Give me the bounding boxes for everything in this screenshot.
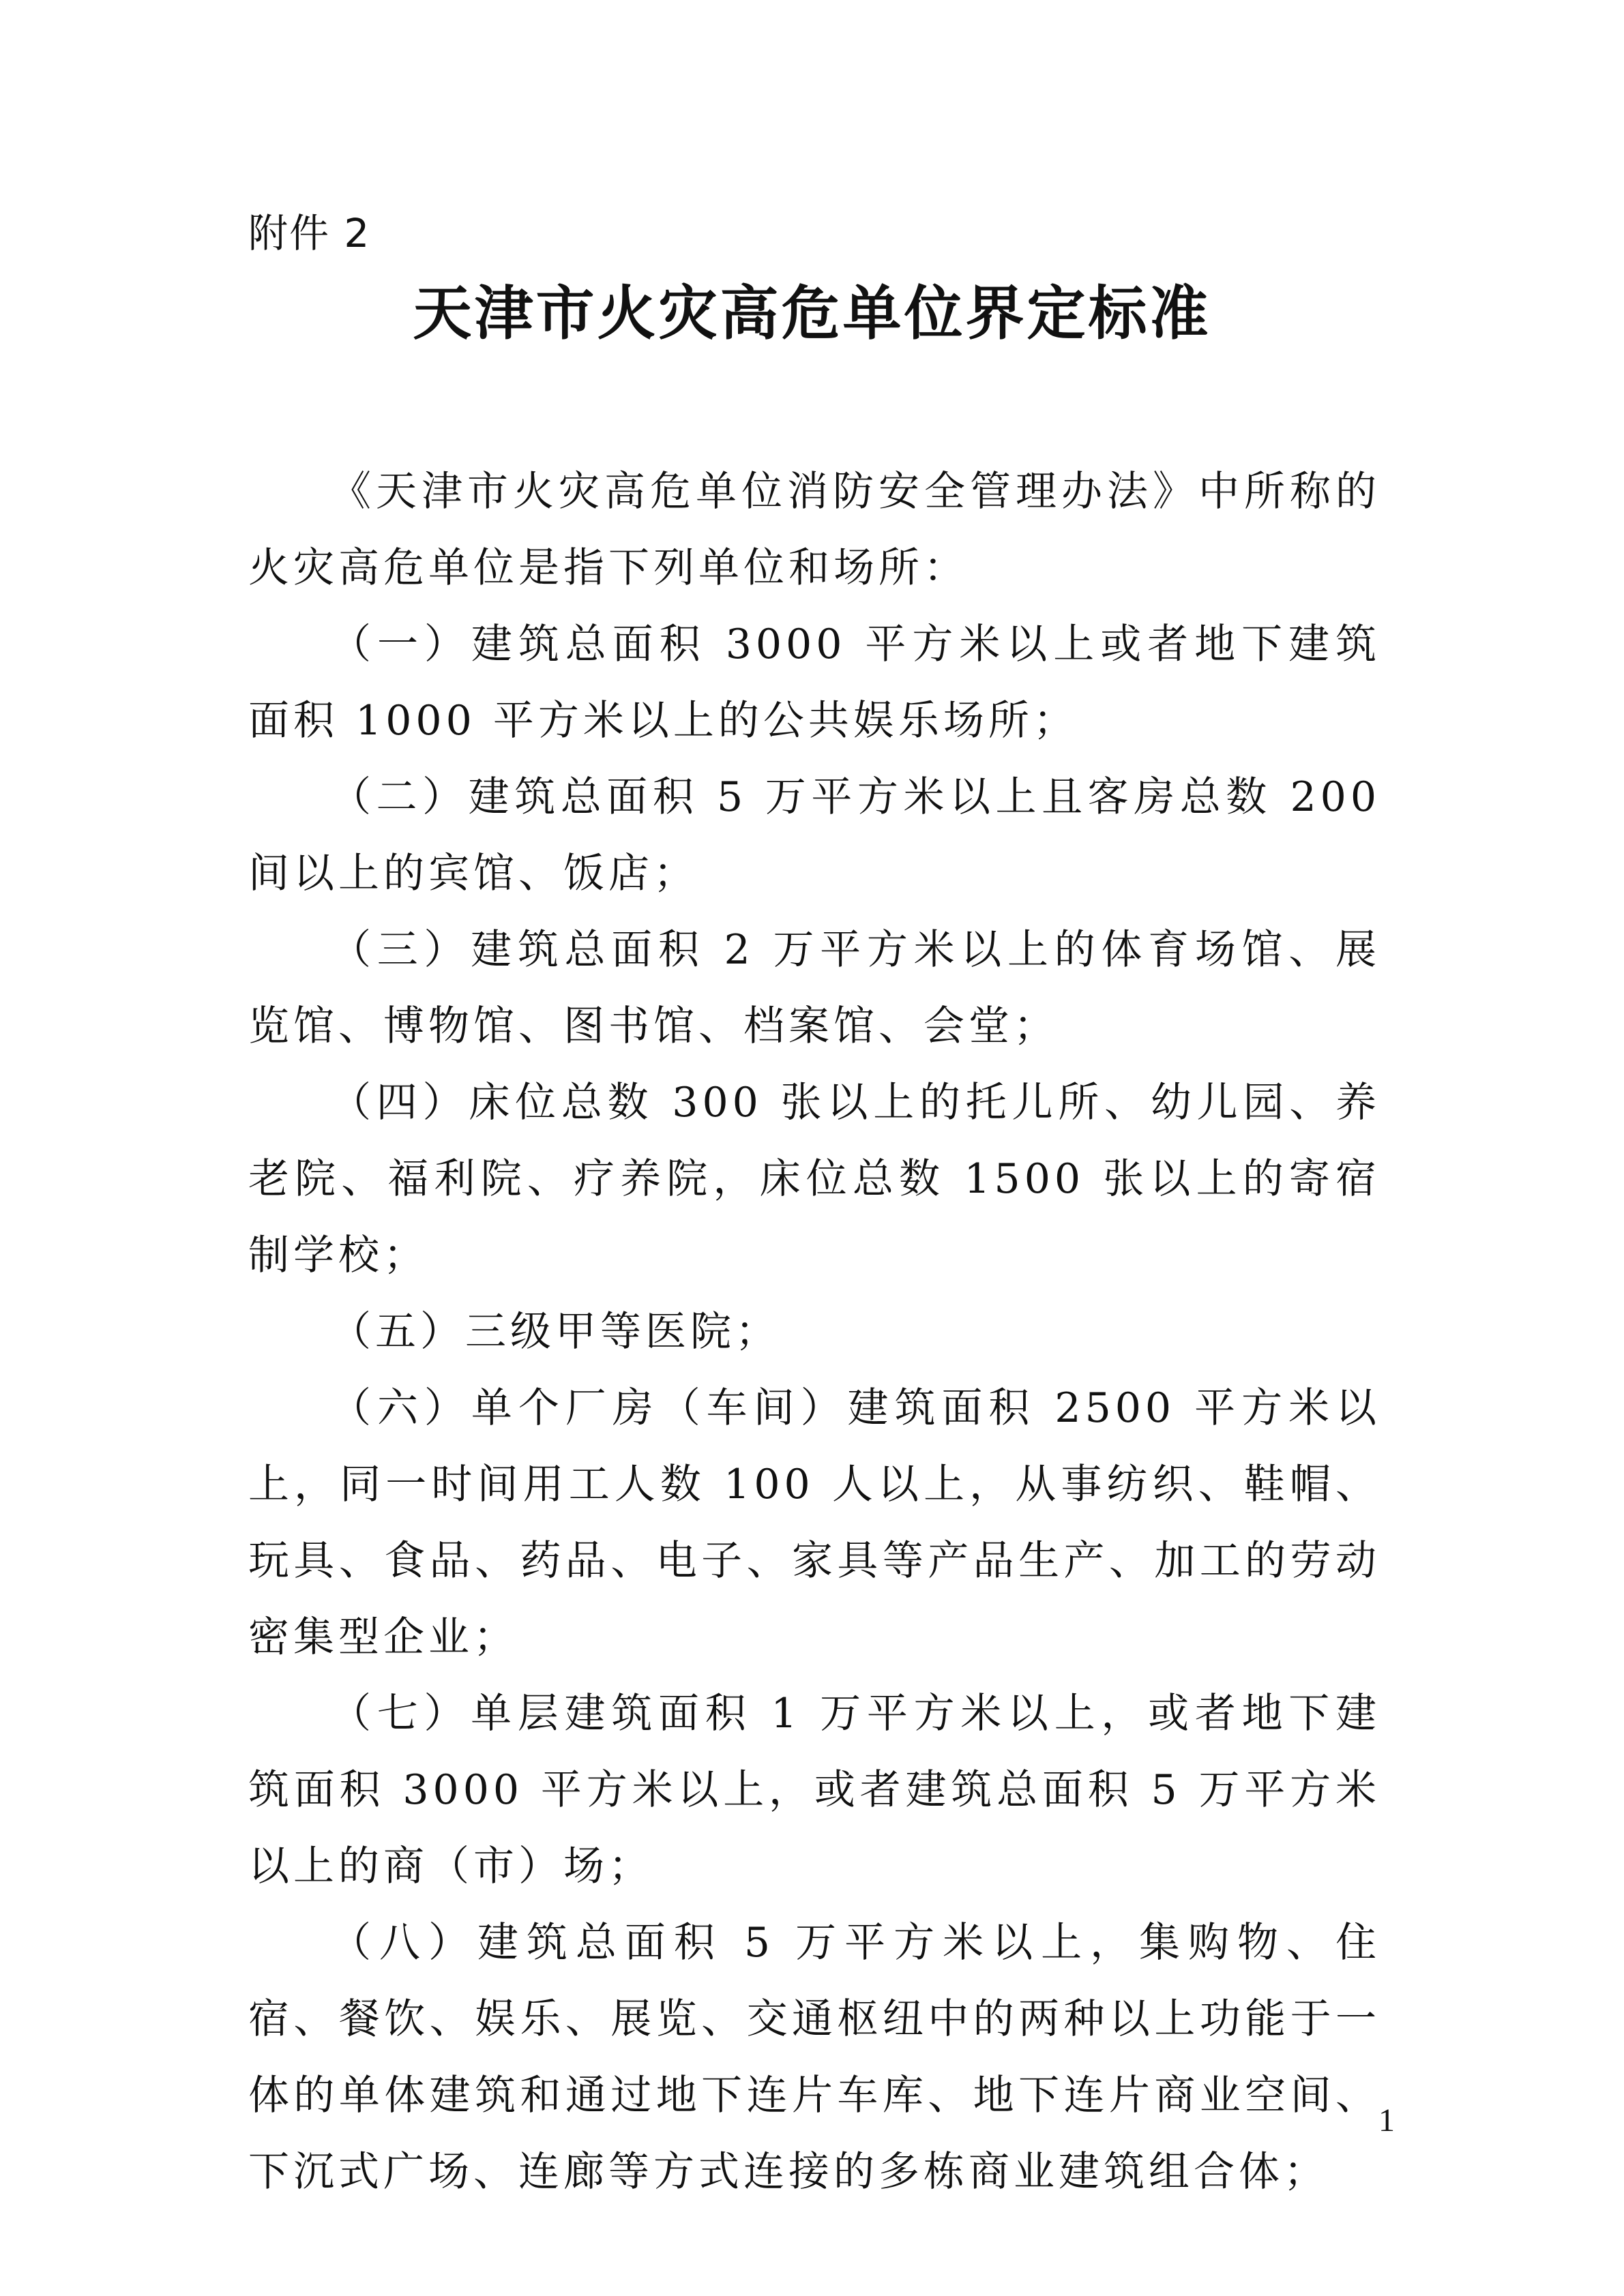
document-title: 天津市火灾高危单位界定标准	[413, 279, 1211, 348]
page-number: 1	[1378, 2102, 1395, 2138]
intro-paragraph: 《天津市火灾高危单位消防安全管理办法》中所称的火灾高危单位是指下列单位和场所：	[248, 468, 1381, 592]
item-paragraph-6: （六）单个厂房（车间）建筑面积 2500 平方米以上，同一时间用工人数 100 人以上，从事纺织、鞋帽、玩具、食品、药品、电子、家具等产品生产、加工的劳动密集型企业；	[248, 1384, 1381, 1661]
item-paragraph-1: （一）建筑总面积 3000 平方米以上或者地下建筑面积 1000 平方米以上的公共娱乐场所；	[248, 621, 1381, 745]
item-paragraph-2: （二）建筑总面积 5 万平方米以上且客房总数 200 间以上的宾馆、饭店；	[248, 773, 1381, 897]
item-paragraph-5: （五）三级甲等医院；	[330, 1308, 780, 1356]
item-paragraph-7: （七）单层建筑面积 1 万平方米以上，或者地下建筑面积 3000 平方米以上，或者建筑总面积 5 万平方米以上的商（市）场；	[248, 1690, 1381, 1890]
item-paragraph-8: （八）建筑总面积 5 万平方米以上，集购物、住宿、餐饮、娱乐、展览、交通枢纽中的两种以上功能于一体的单体建筑和通过地下连片车库、地下连片商业空间、下沉式广场、连廊等方式连接的多栋商业建筑组合体；	[248, 1919, 1381, 2196]
item-paragraph-4: （四）床位总数 300 张以上的托儿所、幼儿园、养老院、福利院、疗养院，床位总数 1500 张以上的寄宿制学校；	[248, 1079, 1381, 1279]
item-paragraph-3: （三）建筑总面积 2 万平方米以上的体育场馆、展览馆、博物馆、图书馆、档案馆、会堂；	[248, 926, 1381, 1050]
document-body	[248, 453, 1381, 2210]
attachment-label: 附件 2	[248, 210, 371, 256]
